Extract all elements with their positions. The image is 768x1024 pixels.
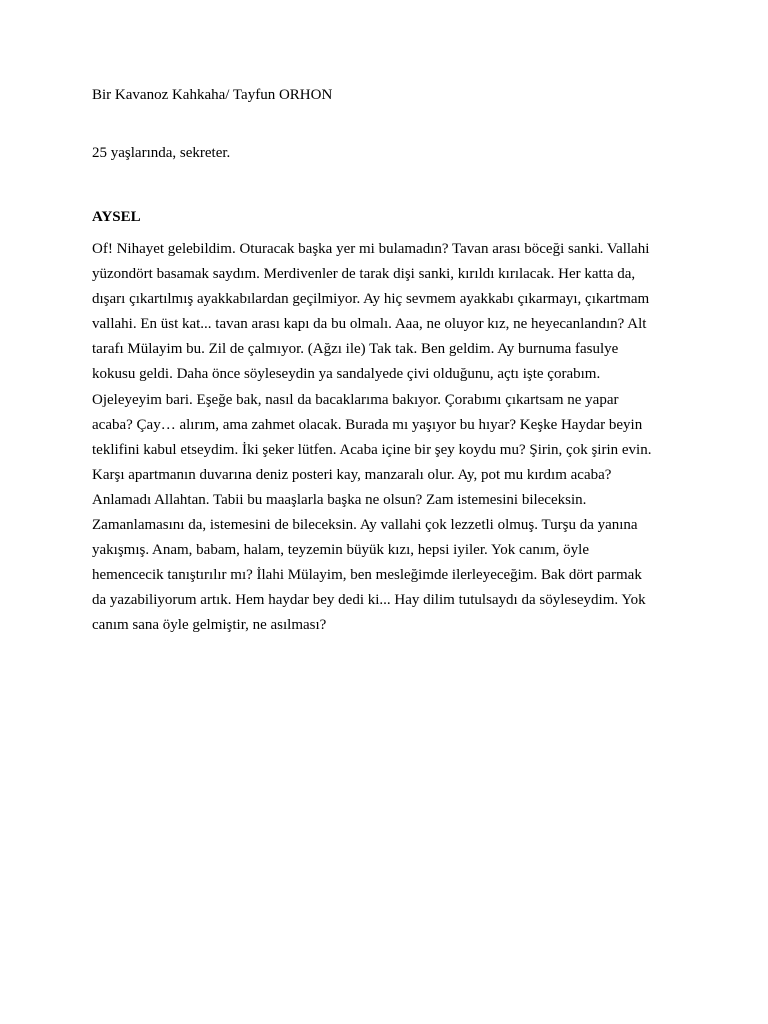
text-line: tarafı Mülayim bu. Zil de çalmıyor. (Ağzı ile) Tak tak. Ben geldim. Ay burnuma fasulye <box>92 341 619 358</box>
text-line: da yazabiliyorum artık. Hem haydar bey dedi ki... Hay dilim tutulsaydı da söyleseydim. Yok <box>92 592 646 609</box>
text-line: canım sana öyle gelmiştir, ne asılması? <box>92 617 327 634</box>
monologue-text <box>92 237 682 639</box>
speaker-name: AYSEL <box>92 209 141 225</box>
text-line: Ojeleyeyim bari. Eşeğe bak, nasıl da bacaklarıma bakıyor. Çorabımı çıkartsam ne yapar <box>92 391 619 408</box>
text-line: yüzondört basamak saydım. Merdivenler de tarak dişi sanki, kırıldı kırılacak. Her katta da, <box>92 266 636 283</box>
text-line: kokusu geldi. Daha önce söyleseydin ya sandalyede çivi olduğunu, açtı işte çorabım. <box>92 366 601 383</box>
text-line: yakışmış. Anam, babam, halam, teyzemin büyük kızı, hepsi iyiler. Yok canım, öyle <box>92 542 590 559</box>
text-line: teklifini kabul etseydim. İki şeker lütfen. Acaba içine bir şey koydu mu? Şirin, çok şirin evin. <box>92 441 652 458</box>
text-line: dışarı çıkartılmış ayakkabılardan geçilmiyor. Ay hiç sevmem ayakkabı çıkarmayı, çıkartmam <box>92 291 650 308</box>
character-description: 25 yaşlarında, sekreter. <box>92 145 231 161</box>
text-line: hemencecik tanıştırılır mı? İlahi Mülayim, ben mesleğimde ilerleyeceğim. Bak dört parmak <box>92 567 642 584</box>
text-line: Karşı apartmanın duvarına deniz posteri kay, manzaralı olur. Ay, pot mu kırdım acaba? <box>92 466 612 483</box>
text-line: acaba? Çay… alırım, ama zahmet olacak. Burada mı yaşıyor bu hıyar? Keşke Haydar beyin <box>92 416 643 433</box>
text-line: Of! Nihayet gelebildim. Oturacak başka yer mi bulamadın? Tavan arası böceği sanki. Vallahi <box>92 241 650 257</box>
text-line: Zamanlamasını da, istemesini de bileceksin. Ay vallahi çok lezzetli olmuş. Turşu da yanına <box>92 517 638 534</box>
document-title: Bir Kavanoz Kahkaha/ Tayfun ORHON <box>92 87 333 103</box>
text-line: Anlamadı Allahtan. Tabii bu maaşlarla başka ne olsun? Zam istemesini bileceksin. <box>92 491 587 508</box>
text-line: vallahi. En üst kat... tavan arası kapı da bu olmalı. Aaa, ne oluyor kız, ne heyecanlandın? Alt <box>92 316 647 333</box>
